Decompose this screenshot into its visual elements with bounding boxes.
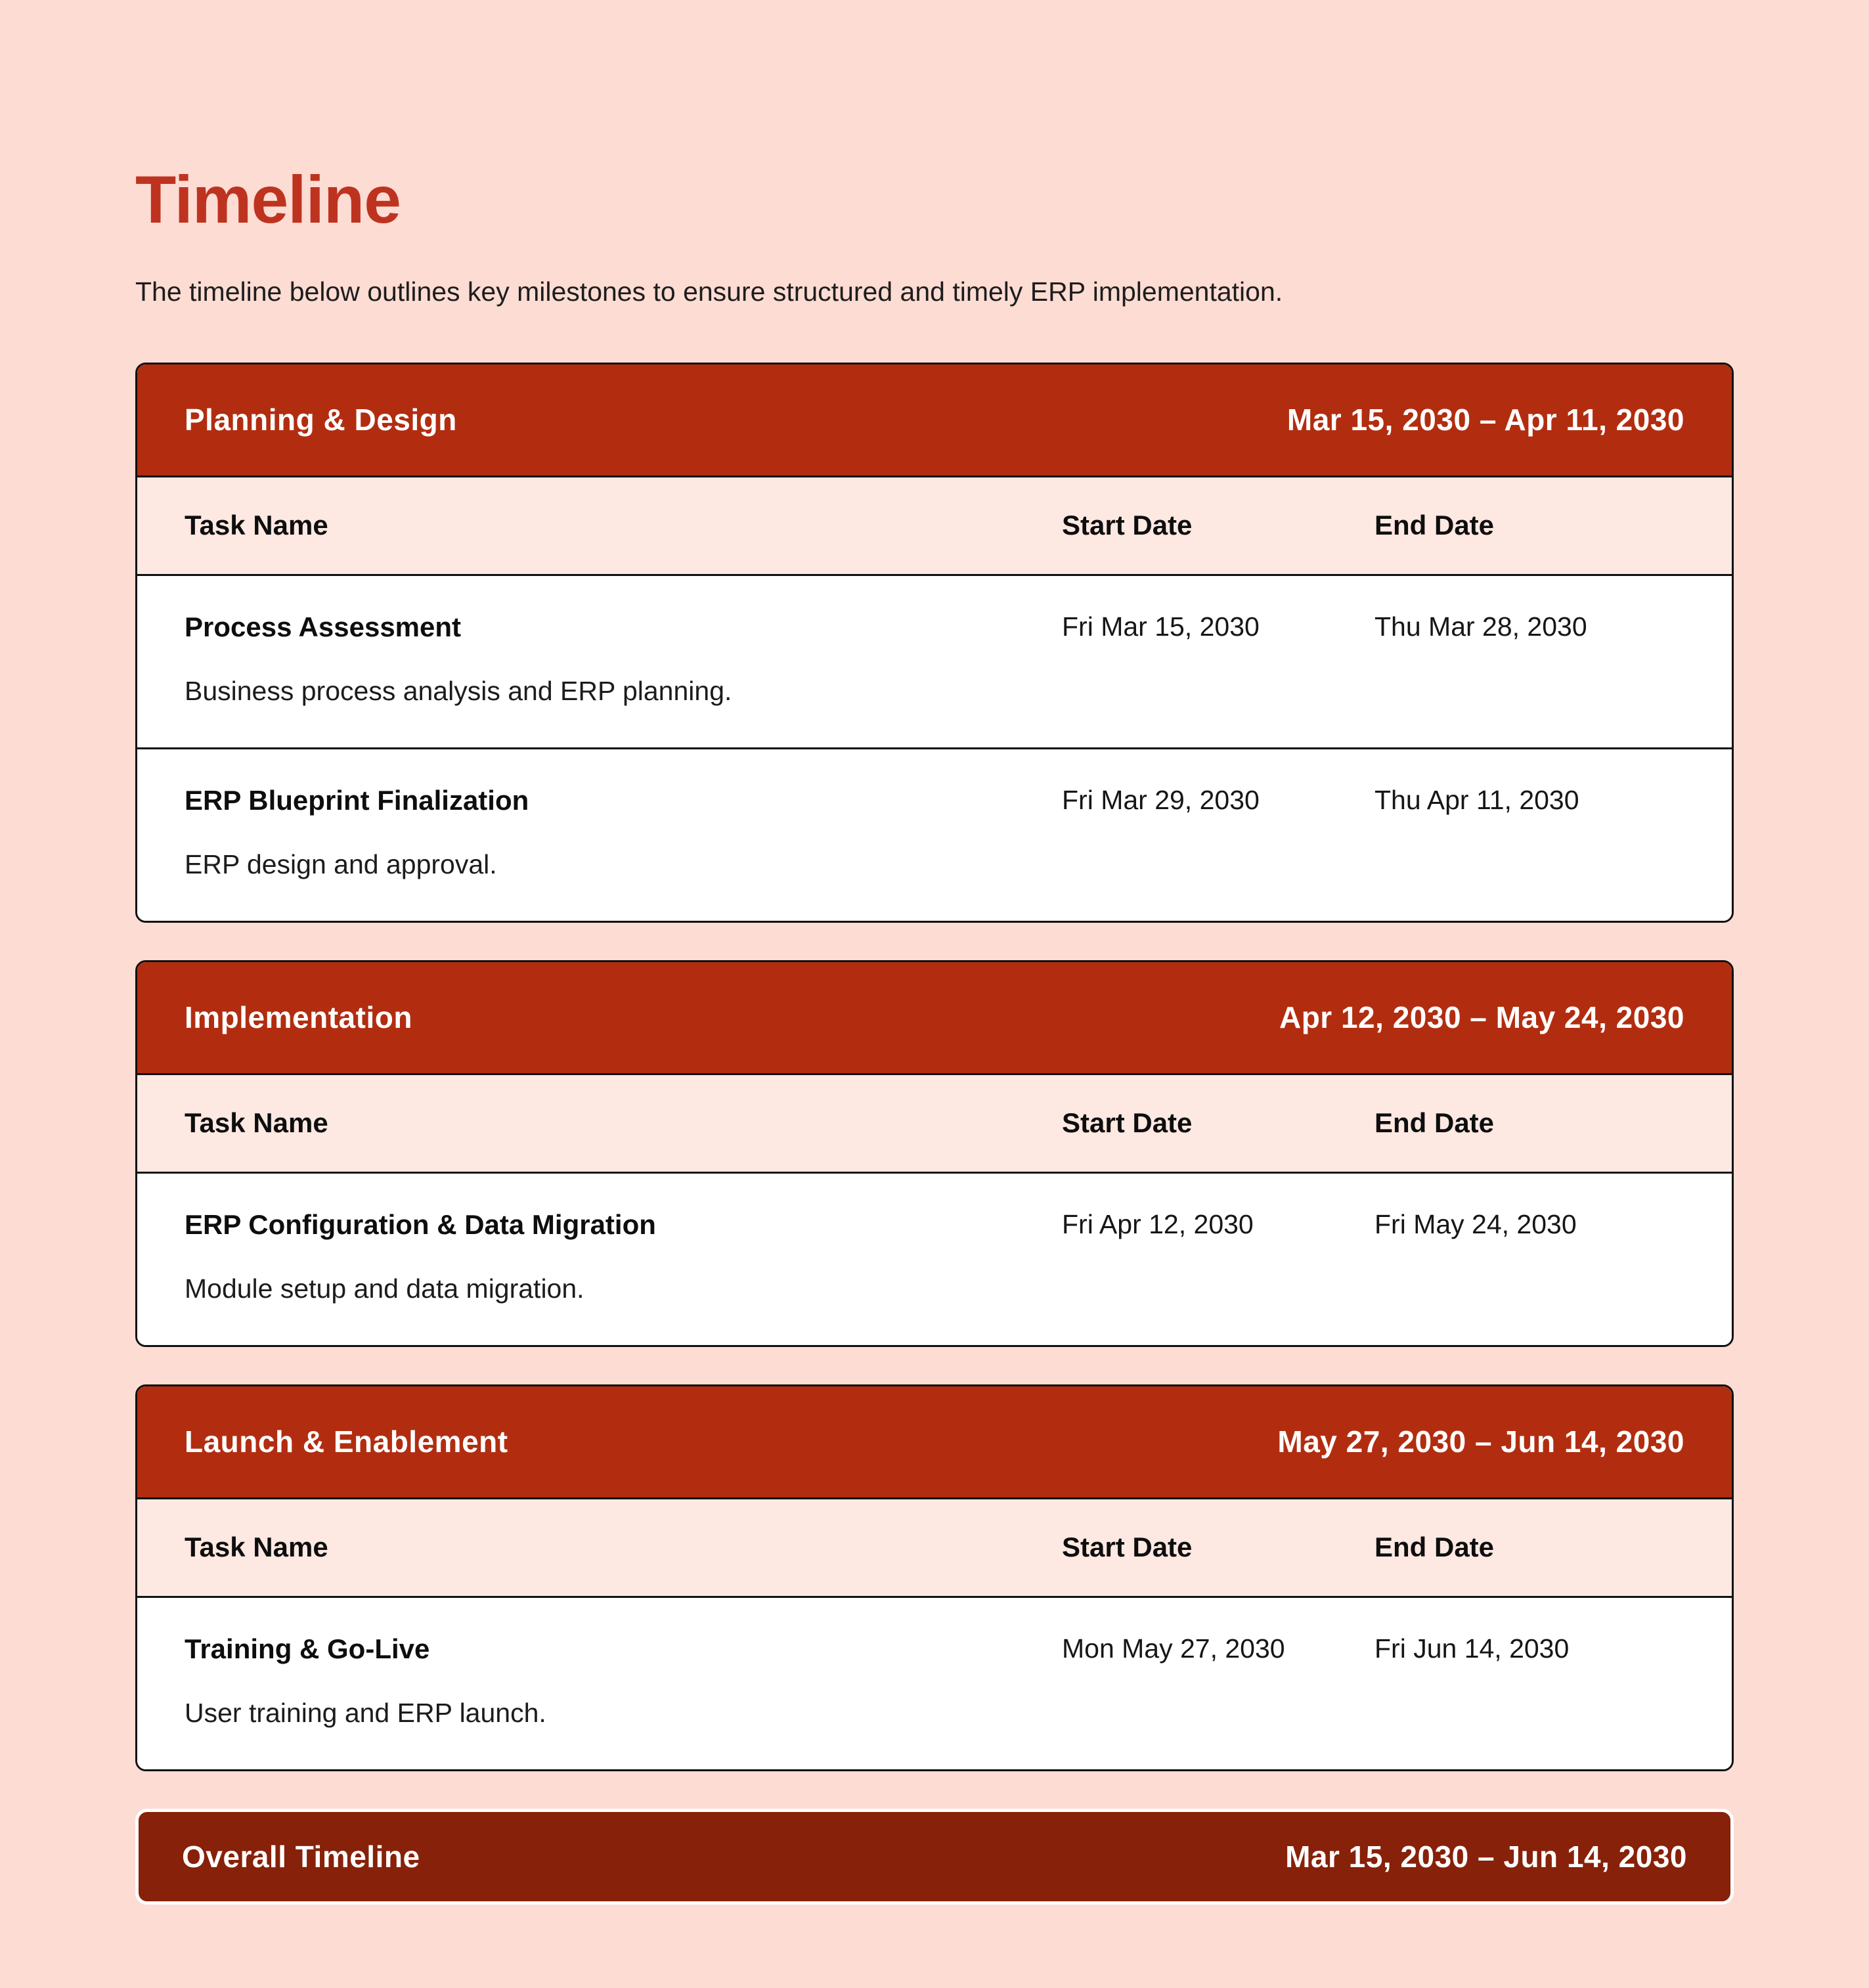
- section-body: [137, 576, 1732, 921]
- column-header-start-date: Start Date: [1062, 510, 1193, 541]
- phase-table: [135, 1384, 1734, 1771]
- column-header-row: [137, 1499, 1732, 1598]
- task-end-date: Thu Mar 28, 2030: [1374, 611, 1587, 642]
- column-header-row: [137, 477, 1732, 576]
- task-row: [137, 747, 1732, 921]
- phase-table: [135, 960, 1734, 1347]
- task-row: [137, 1598, 1732, 1769]
- task-start-date: Fri Apr 12, 2030: [1062, 1209, 1254, 1240]
- phase-date-range: May 27, 2030 – Jun 14, 2030: [1277, 1425, 1684, 1459]
- column-header-task-name: Task Name: [185, 510, 328, 541]
- task-end-date: Fri May 24, 2030: [1374, 1209, 1577, 1240]
- page-title: Timeline: [135, 162, 401, 237]
- column-header-end-date: End Date: [1374, 1107, 1495, 1139]
- task-description: ERP design and approval.: [185, 849, 497, 879]
- task-start-date: Fri Mar 29, 2030: [1062, 785, 1260, 816]
- phase-table: [135, 363, 1734, 923]
- section-body: [137, 1598, 1732, 1769]
- task-name: ERP Blueprint Finalization: [185, 784, 529, 816]
- task-end-date: Fri Jun 14, 2030: [1374, 1633, 1570, 1664]
- column-header-row: [137, 1075, 1732, 1174]
- task-end-date: Thu Apr 11, 2030: [1374, 785, 1579, 816]
- column-header-end-date: End Date: [1374, 510, 1495, 541]
- phase-name: Launch & Enablement: [185, 1425, 508, 1459]
- column-header-task-name: Task Name: [185, 1532, 328, 1563]
- task-row-main: [185, 1209, 1684, 1241]
- phase-header: [137, 962, 1732, 1075]
- page-subtitle: The timeline below outlines key milestones to ensure structured and timely ERP implementation.: [135, 276, 1283, 307]
- task-name: Training & Go-Live: [185, 1633, 430, 1664]
- phase-header: [137, 1386, 1732, 1499]
- phase-date-range: Mar 15, 2030 – Apr 11, 2030: [1286, 403, 1684, 437]
- overall-timeline-bar: [135, 1809, 1734, 1905]
- task-name: ERP Configuration & Data Migration: [185, 1208, 656, 1240]
- phase-header: [137, 364, 1732, 477]
- phase-name: Planning & Design: [185, 403, 457, 437]
- task-row: [137, 576, 1732, 747]
- task-row-main: [185, 1633, 1684, 1665]
- column-header-task-name: Task Name: [185, 1107, 328, 1139]
- section-body: [137, 1174, 1732, 1345]
- sections: [135, 363, 1734, 1771]
- phase-date-range: Apr 12, 2030 – May 24, 2030: [1279, 1000, 1684, 1035]
- overall-timeline-dates: Mar 15, 2030 – Jun 14, 2030: [1285, 1839, 1687, 1874]
- task-start-date: Mon May 27, 2030: [1062, 1633, 1285, 1664]
- task-start-date: Fri Mar 15, 2030: [1062, 611, 1260, 642]
- task-row-main: [185, 611, 1684, 643]
- column-header-start-date: Start Date: [1062, 1532, 1193, 1563]
- overall-timeline-label: Overall Timeline: [182, 1839, 420, 1874]
- task-description: Module setup and data migration.: [185, 1273, 584, 1304]
- task-description: Business process analysis and ERP planning.: [185, 675, 732, 706]
- task-name: Process Assessment: [185, 611, 462, 642]
- phase-name: Implementation: [185, 1000, 412, 1035]
- task-row-main: [185, 785, 1684, 816]
- column-header-end-date: End Date: [1374, 1532, 1495, 1563]
- task-description: User training and ERP launch.: [185, 1697, 546, 1728]
- column-header-start-date: Start Date: [1062, 1107, 1193, 1139]
- task-row: [137, 1174, 1732, 1345]
